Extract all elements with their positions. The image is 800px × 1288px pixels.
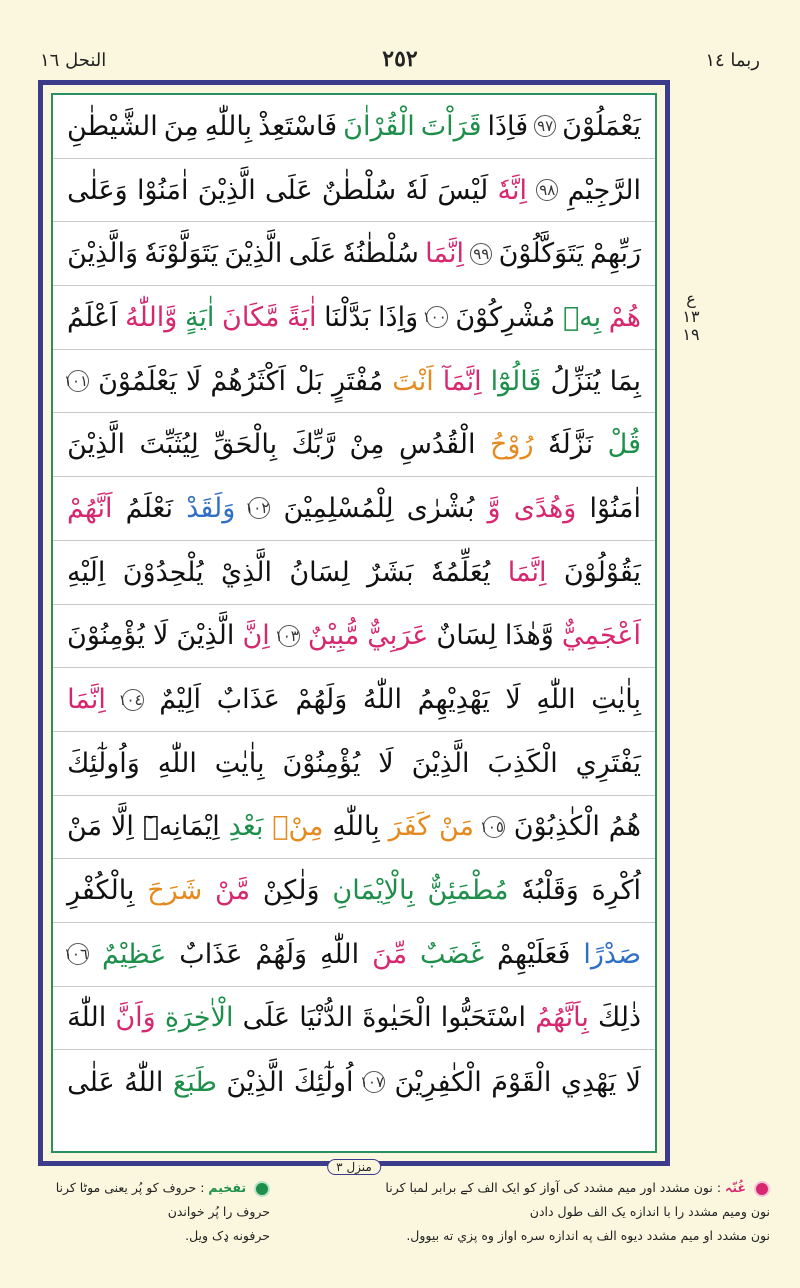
verse-word: شَرَحَ [147,875,203,907]
verse-word: مِّنَ [372,938,408,970]
verse-word: مِنَ [163,110,199,142]
verse-word: لَا [378,747,394,779]
verse-word: وَالَّذِيْنَ [67,238,139,270]
ayah-number-marker: ٩٨ [536,179,558,201]
verse-word: مَنْ [438,811,474,843]
verse-line [53,350,655,414]
verse-word: بِهٖ [562,301,602,333]
verse-word: اِيْمَانِهٖٓ [142,811,220,843]
verse-word: مَنْ [67,811,103,843]
page-header [40,46,760,80]
verse-word: اَكْثَرُهُمْ [210,365,286,397]
verse-word: ذٰلِكَ [597,1002,641,1034]
verse-word: يَهْدِي [560,1066,617,1098]
verse-word: سُلْطٰنُهٗ [342,238,419,270]
verse-word: يَهْدِيْهِمُ [417,684,490,716]
verse-word: رَبِّهِمْ [590,238,641,270]
verse-word: اسْتَحَبُّوا [440,1002,527,1034]
ayah-number-marker: ١٠٣ [274,626,299,645]
verse-word: قَالُوْٓا [490,365,542,397]
verse-word: اَعْجَمِيٌّ [561,620,641,652]
verse-word: الْقَوْمَ [491,1066,552,1098]
verse-word: يَقُوْلُوْنَ [563,556,641,588]
verse-word: مُطْمَئِنٌّ [427,875,509,907]
page-frame [38,80,670,1174]
tafkheem-line-0: تفخیم : حروف کو پُر یعنی موٹا کرنا [30,1176,270,1200]
ayah-number-marker: ١٠٢ [245,499,270,518]
verse-word: وَلَهُمْ [295,684,348,716]
verse-word: اللّٰهِ [536,684,576,716]
verse-line [53,1050,655,1114]
verse-word: بِاٰيٰتِ [214,747,265,779]
ruku-marker-part: ١٩ [682,325,700,344]
verse-word: اللّٰهَ [67,1002,107,1034]
verse-word: الْكَذِبَ [487,747,558,779]
verse-word: لَهٗ [405,174,429,206]
verse-word: الْقُدُسِ [398,429,476,461]
verse-word: الْحَيٰوةَ [362,1002,432,1034]
tajweed-legend [30,1176,770,1276]
tafkheem-desc-persian: حروف را پُر خواندن [167,1204,270,1219]
ayah-number-marker: ١٠٥ [479,817,504,836]
ruku-marker-part: ع [686,289,696,308]
verse-word: اِنَّمَآ [442,365,482,397]
verse-word: الدُّنْيَا [299,1002,354,1034]
verse-word: يُؤْمِنُوْنَ [67,620,145,652]
verse-line [53,95,655,159]
verse-word: وَاِذَا [378,301,419,333]
ayah-number-marker: ٩٩ [470,243,492,265]
verse-word: عَلَى [242,1002,291,1034]
verse-word: اٰيَةٍ [184,301,215,333]
verse-word: وَّاللّٰهُ [125,301,178,333]
verse-word: لَا [152,620,169,652]
verse-word: اللّٰهُ [124,1066,164,1098]
tafkheem-color-dot-icon [254,1181,270,1197]
verse-word: طَبَعَ [172,1066,217,1098]
verse-word: عَلَى [265,174,313,206]
verse-word: مِنْۢ [272,811,324,843]
verse-word: وَلَهُمْ [255,938,308,970]
ghunna-legend [310,1176,770,1248]
verse-word: اَنْتَ [392,365,434,397]
verse-word: اللّٰهُ [362,684,403,716]
verse-line [53,159,655,223]
verse-word: اللّٰهِ [157,747,197,779]
ghunna-desc-pashto: نون مشدد او ميم مشدد ديوه الف په اندازه سره اواز وه پزي ته بيوول. [406,1228,770,1243]
verse-word: غَضَبٌ [420,938,485,970]
verse-word: بِالْحَقِّ [213,429,278,461]
ruku-marker-part: ١٣ [682,307,700,326]
ghunna-color-dot-icon [754,1181,770,1197]
verse-word: الْقُرْاٰنَ [343,110,415,142]
verse-word: بِالْاِيْمَانِ [332,875,415,907]
verse-word: كَفَرَ [388,811,431,843]
verse-word: عَلٰى [67,1066,115,1098]
verse-word: اِنَّهٗ [497,174,527,206]
verse-line [53,859,655,923]
verse-word: الْكٰفِرِيْنَ [394,1066,482,1098]
verse-word: وَعَلٰى [67,174,128,206]
verse-word: الَّذِيْنَ [67,429,126,461]
verse-word: اِلَيْهِ [67,556,106,588]
verse-word: مَّكَانَ [222,301,280,333]
verse-word: لَا [505,684,521,716]
verse-word: بِاَنَّهُمُ [535,1002,589,1034]
verse-word: هُمْ [608,301,641,333]
verse-word: عَرَبِيٌّ [367,620,429,652]
verse-word: صَدْرًا [583,938,641,970]
verse-word: وَّ [487,492,501,524]
ayah-number-marker: ١٠٦ [63,945,89,964]
verse-word: لِيُثَبِّتَ [139,429,199,461]
verse-word: عَظِيْمٌ [101,938,167,970]
verse-word: اِنَّمَا [67,684,106,716]
verse-word: مُفْتَرٍ [332,365,384,397]
verse-word: عَذَابٌ [216,684,280,716]
page-number: ٢٥٢ [382,46,418,72]
verse-line [53,222,655,286]
verse-word: وَلٰكِنْ [262,875,320,907]
verse-word: لَا [185,365,202,397]
verse-line [53,732,655,796]
verse-word: اَعْلَمُ [67,301,118,333]
verse-word: مُشْرِكُوْنَ [455,301,556,333]
verse-word: لَيْسَ [437,174,489,206]
verse-line [53,605,655,669]
manzil-marker: منزل ٣ [327,1159,381,1175]
verse-line [53,286,655,350]
ayah-number-marker: ١٠٤ [118,690,143,709]
ghunna-term: غُنّہ [725,1180,747,1195]
ruku-marker [680,290,702,344]
verse-word: مِنْ [349,429,385,461]
verse-line [53,541,655,605]
verse-word: فَاِذَا [487,110,529,142]
ayah-number-marker: ١٠١ [63,372,89,391]
verse-word: اَنَّهُمْ [67,492,113,524]
verse-frame [51,93,657,1153]
verse-line [53,413,655,477]
verse-line [53,668,655,732]
verse-word: وَاُولٰٓئِكَ [67,747,140,779]
verse-word: الَّذِيْنَ [176,620,235,652]
verse-word: اُكْرِهَ [591,875,641,907]
verse-word: اٰيَةً [287,301,317,333]
verse-word: بَشَرٌ [367,556,414,588]
verse-word: بِاللّٰهِ [204,110,253,142]
verse-word: وَلَقَدْ [186,492,236,524]
tafkheem-term: تفخیم [208,1180,247,1195]
verse-word: اُولٰٓئِكَ [293,1066,354,1098]
verse-word: قَرَاْتَ [420,110,482,142]
verse-word: بَعْدِ [228,811,264,843]
verse-word: وَهُدًى [513,492,577,524]
verse-word: قُلْ [607,429,641,461]
verse-word: الَّذِيْنَ [411,747,470,779]
verse-word: لِسَانٌ [436,620,497,652]
verse-line [53,477,655,541]
verse-word: اٰمَنُوْا [589,492,641,524]
ayah-number-marker: ١٠٠ [422,308,447,327]
ghunna-line-0: غُنّہ : نون مشدد اور میم مشدد کی آواز کو ایک الف کے برابر لمبا کرنا [310,1176,770,1200]
verse-word: بَدَّلْنَا [324,301,371,333]
verse-word: اَلِيْمٌ [159,684,202,716]
surah-name: النحل ١٦ [40,50,107,71]
verse-word: يُلْحِدُوْنَ [122,556,204,588]
juz-name: ربما ١٤ [705,50,760,71]
verse-word: وَّهٰذَا [504,620,554,652]
verse-word: عَلَى [288,238,337,270]
ghunna-desc-urdu: نون مشدد اور میم مشدد کی آواز کو ایک الف کے برابر لمبا کرنا [385,1180,713,1195]
verse-word: اِنَّمَا [507,556,547,588]
verse-word: يُنَزِّلُ [550,365,601,397]
verse-word: الَّذِيْنَ [224,238,283,270]
verse-word: اللّٰهِ [320,938,360,970]
verse-word: بِاٰيٰتِ [591,684,641,716]
verse-word: وَقَلْبُهٗ [521,875,579,907]
verse-word: لَا [625,1066,641,1098]
tafkheem-desc-urdu: حروف کو پُر یعنی موٹا کرنا [55,1180,197,1195]
verse-word: اِلَّا [110,811,134,843]
verse-word: هُمُ [608,811,641,843]
verse-word: بَلْ [295,365,323,397]
verse-line [53,923,655,987]
verse-word: الشَّيْطٰنِ [67,110,158,142]
verse-word: اِنَّمَا [425,238,464,270]
verse-word: بِالْكُفْرِ [67,875,135,907]
verse-word: اٰمَنُوْا [136,174,189,206]
verse-word: يَعْمَلُوْنَ [562,110,641,142]
verse-word: نَعْلَمُ [125,492,174,524]
verse-word: الَّذِيْنَ [197,174,256,206]
verse-word: يَعْلَمُوْنَ [98,365,177,397]
verse-word: وَاَنَّ [115,1002,156,1034]
tafkheem-desc-pashto: حرفونه ډک ویل. [185,1228,270,1243]
verse-word: مُّبِيْنٌ [307,620,360,652]
verse-word: يَتَوَكَّلُوْنَ [498,238,584,270]
verse-word: مَّنْ [215,875,251,907]
verse-word: الَّذِيْنَ [226,1066,285,1098]
verse-line [53,796,655,860]
verse-line [53,987,655,1051]
verse-word: بِاللّٰهِ [332,811,380,843]
tafkheem-legend [30,1176,270,1248]
verse-word: الرَّجِيْمِ [567,174,641,206]
verse-word: يُعَلِّمُهٗ [430,556,491,588]
verse-word: اِنَّ [242,620,270,652]
verse-word: رُوْحُ [490,429,534,461]
verse-lines [53,95,655,1151]
verse-word: بِمَا [609,365,641,397]
verse-word: الَّذِيْ [220,556,272,588]
verse-word: الْاٰخِرَةِ [164,1002,234,1034]
verse-word: سُلْطٰنٌ [321,174,397,206]
verse-word: فَعَلَيْهِمْ [497,938,571,970]
verse-word: الْكٰذِبُوْنَ [513,811,600,843]
verse-word: يَفْتَرِي [575,747,641,779]
ayah-number-marker: ٩٧ [534,115,556,137]
verse-word: بُشْرٰى [406,492,475,524]
verse-word: يَتَوَلَّوْنَهٗ [144,238,219,270]
verse-word: عَذَابٌ [179,938,243,970]
verse-word: لِسَانُ [289,556,350,588]
verse-word: نَزَّلَهٗ [548,429,594,461]
verse-word: فَاسْتَعِذْ [258,110,338,142]
ayah-number-marker: ١٠٧ [359,1073,384,1092]
verse-word: لِلْمُسْلِمِيْنَ [283,492,394,524]
verse-word: رَّبِّكَ [291,429,335,461]
verse-word: يُؤْمِنُوْنَ [282,747,361,779]
ghunna-desc-persian: نون وميم مشدد را با اندازه یک الف طول دادن [529,1204,770,1219]
